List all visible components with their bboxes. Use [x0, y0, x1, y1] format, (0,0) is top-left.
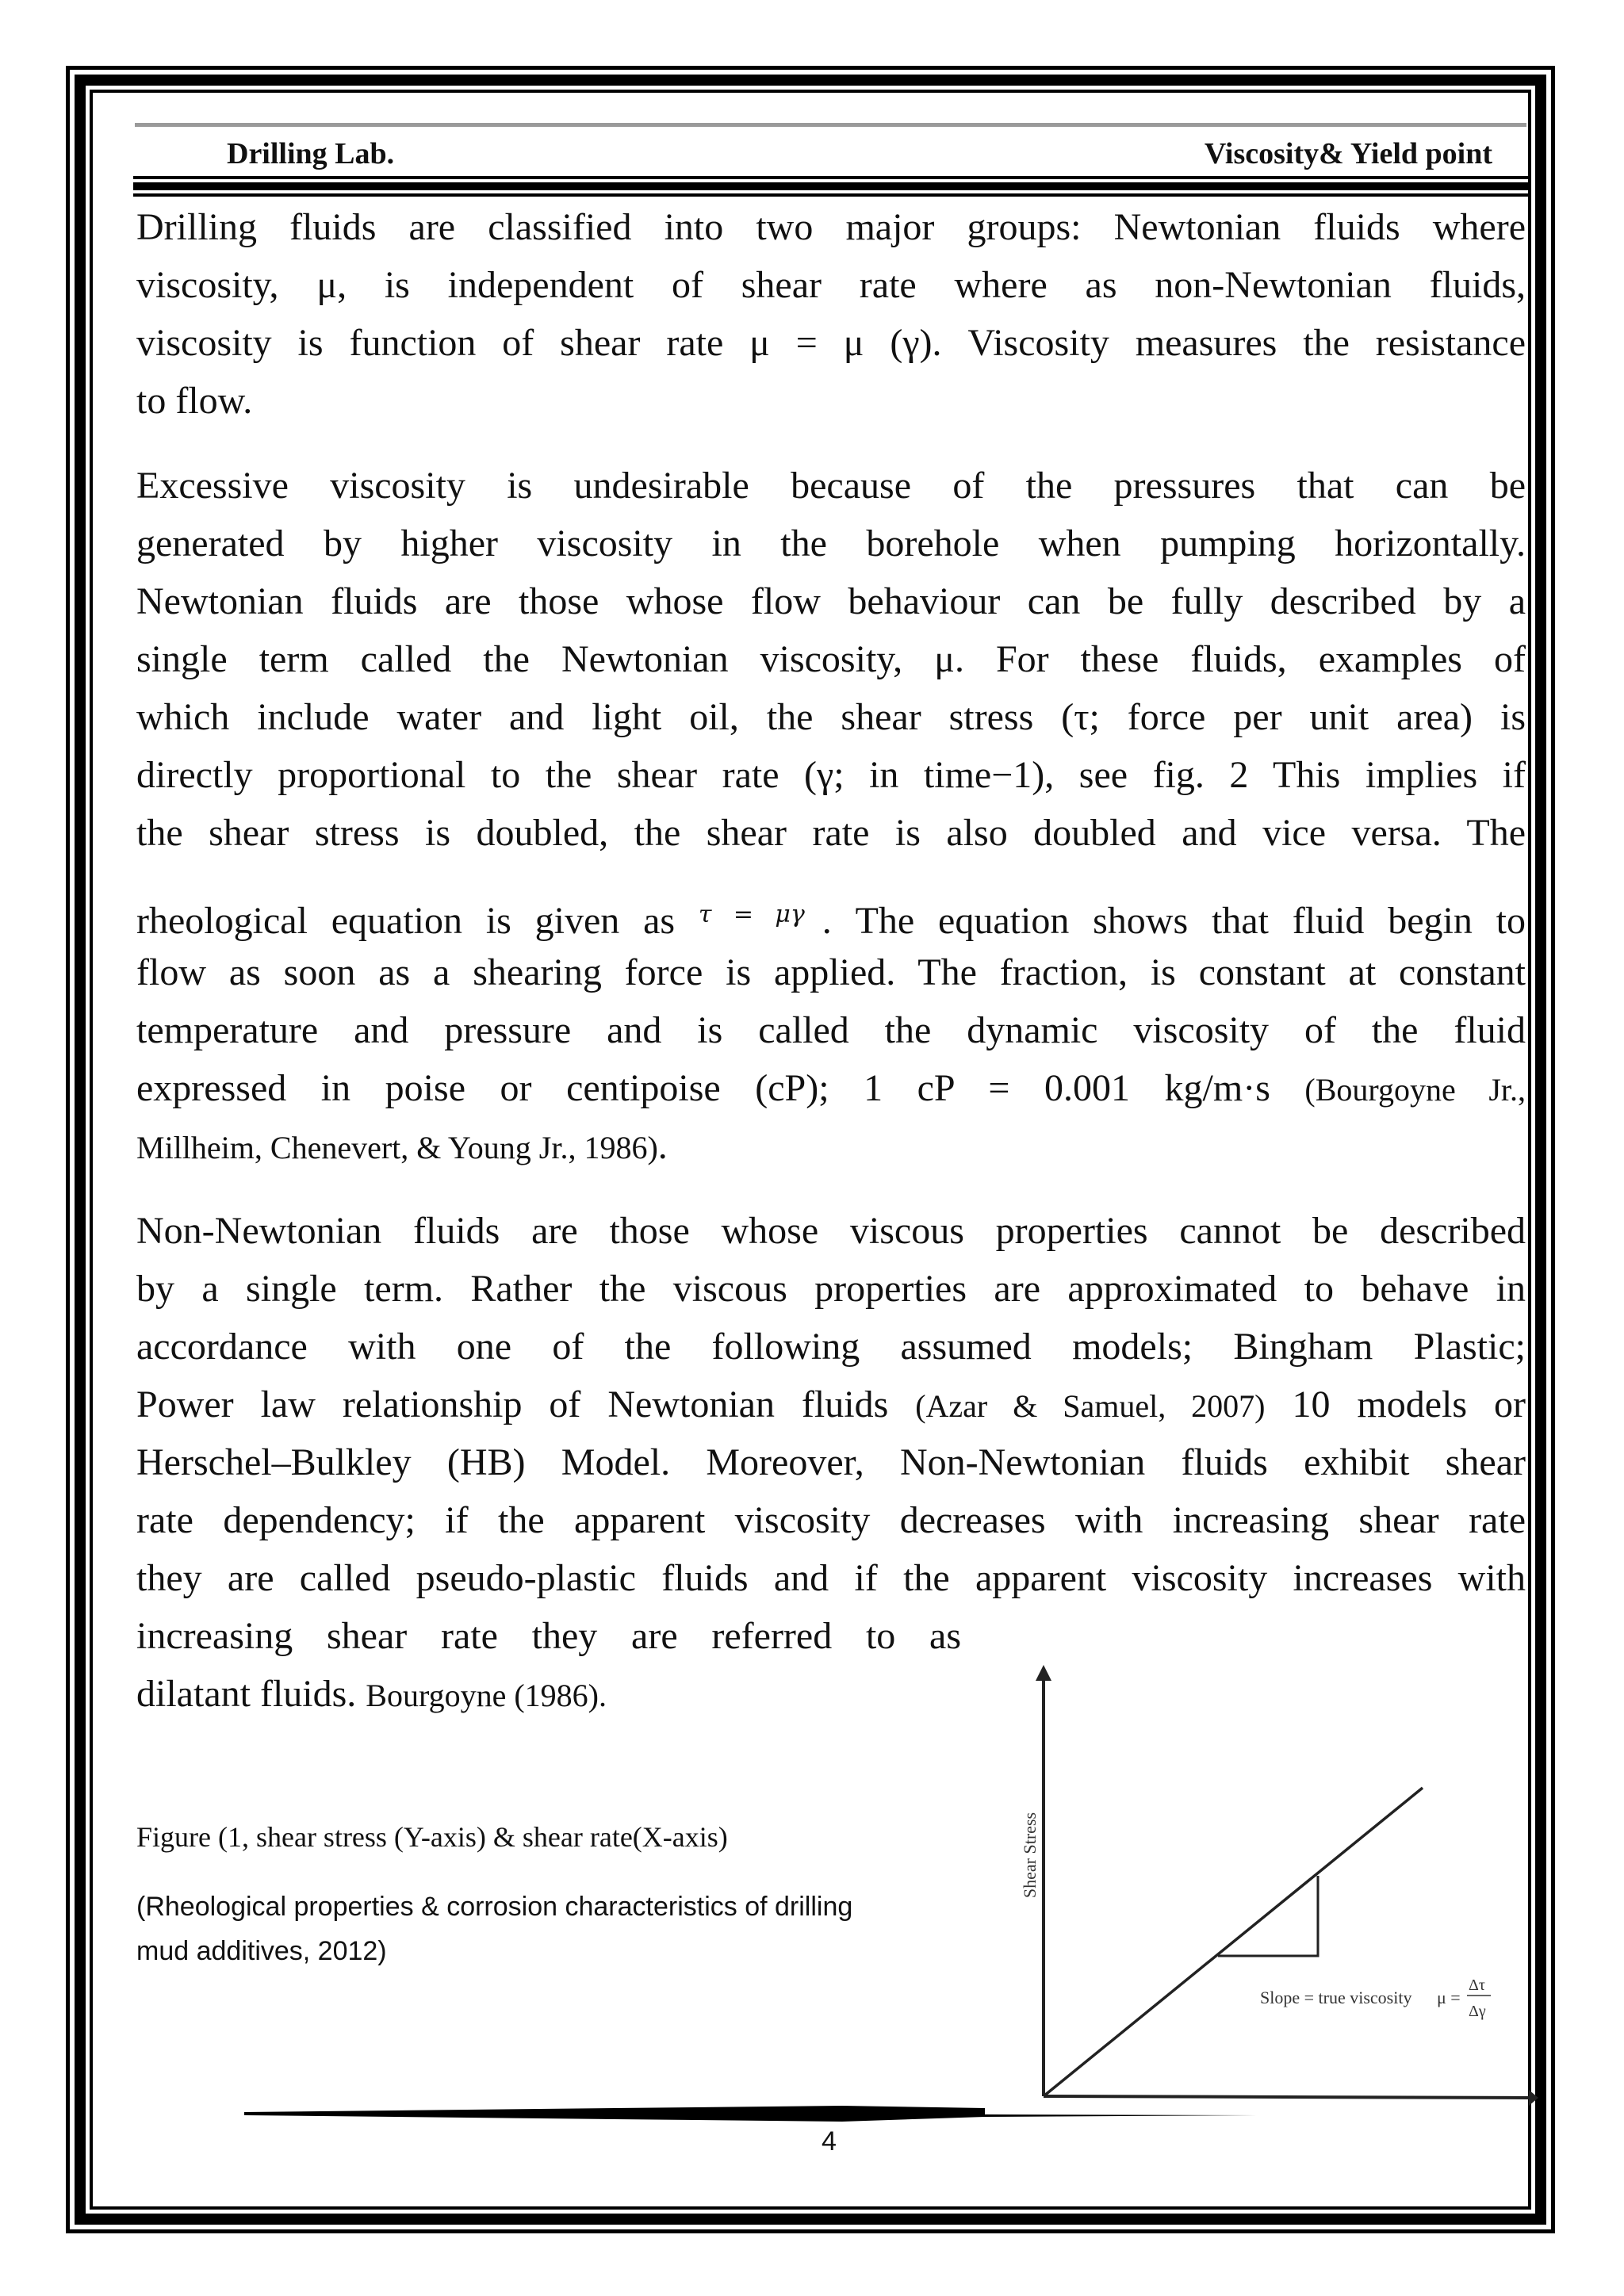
text-segment: 10 models or — [1265, 1383, 1526, 1425]
text-segment: increasing shear rate they are referred to as — [136, 1615, 961, 1657]
text-segment: viscosity, μ, is independent of shear rate where as non-Newtonian fluids, — [136, 264, 1526, 306]
footer-rule — [244, 2106, 1257, 2122]
formula-denominator: Δγ — [1469, 2003, 1486, 2020]
text-segment: single term called the Newtonian viscosity, μ. For these fluids, examples of — [136, 638, 1526, 680]
text-segment: directly proportional to the shear rate (γ; in time−1), see fig. 2 This implies if — [136, 754, 1526, 796]
text-segment: Newtonian fluids are those whose flow behaviour can be fully described by a — [136, 580, 1526, 622]
citation: Millheim, Chenevert, & Young Jr., 1986) — [136, 1130, 658, 1165]
x-axis-arrow-icon — [1529, 2090, 1538, 2106]
text-segment: Power law relationship of Newtonian fluids — [136, 1383, 916, 1425]
newtonian-line — [1044, 1788, 1423, 2096]
x-axis — [1044, 2090, 1538, 2106]
citation: (Bourgoyne Jr., — [1304, 1072, 1526, 1108]
text-segment: to flow. — [136, 380, 253, 422]
formula-lhs: μ = — [1437, 1988, 1461, 2007]
text-segment: rate dependency; if the apparent viscosity decreases with increasing shear rate — [136, 1499, 1526, 1541]
header-left-title: Drilling Lab. — [227, 137, 395, 170]
text-segment: Herschel–Bulkley (HB) Model. Moreover, Non-Newtonian fluids exhibit shear — [136, 1441, 1526, 1483]
slope-label: Slope = true viscosity — [1260, 1988, 1412, 2007]
citation: Bourgoyne (1986). — [366, 1678, 607, 1713]
text-segment: expressed in poise or centipoise (cP); 1 cP = 0.001 kg/m·s — [136, 1067, 1305, 1109]
text-segment: which include water and light oil, the shear stress (τ; force per unit area) is — [136, 696, 1526, 738]
y-axis-label: Shear Stress — [1020, 1812, 1040, 1899]
citation: (Azar & Samuel, 2007) — [915, 1388, 1266, 1424]
slope-triangle — [1218, 1876, 1318, 1956]
header-right-title: Viscosity& Yield point — [1204, 137, 1492, 170]
text-segment: the shear stress is doubled, the shear rate is also doubled and vice versa. The — [136, 812, 1526, 854]
text-segment: . The equation shows that fluid begin to — [822, 900, 1526, 942]
page-number: 4 — [822, 2126, 837, 2156]
text-segment: Drilling fluids are classified into two major groups: Newtonian fluids where — [136, 206, 1526, 248]
text-segment: accordance with one of the following assumed models; Bingham Plastic; — [136, 1326, 1526, 1368]
equation: τ = μγ — [698, 901, 805, 928]
text-segment: Non-Newtonian fluids are those whose viscous properties cannot be described — [136, 1210, 1526, 1252]
figure-source-line-2: mud additives, 2012) — [136, 1936, 387, 1966]
text-segment: rheological equation is given as — [136, 900, 699, 942]
text-segment: . — [657, 1125, 668, 1167]
figure-source-line-1: (Rheological properties & corrosion characteristics of drilling — [136, 1892, 853, 1922]
text-segment: flow as soon as a shearing force is applied. The fraction, is constant at constant — [136, 951, 1526, 993]
text-segment: by a single term. Rather the viscous properties are approximated to behave in — [136, 1268, 1526, 1310]
text-segment: they are called pseudo-plastic fluids and if the apparent viscosity increases with — [136, 1557, 1526, 1599]
text-segment: dilatant fluids. — [136, 1673, 366, 1715]
y-axis-arrow-icon — [1036, 1665, 1051, 1681]
text-segment: viscosity is function of shear rate μ = μ (γ). Viscosity measures the resistance — [136, 322, 1526, 364]
figure-caption: Figure (1, shear stress (Y-axis) & shear rate(X-axis) — [136, 1821, 728, 1853]
text-segment: generated by higher viscosity in the borehole when pumping horizontally. — [136, 522, 1526, 564]
text-segment: temperature and pressure and is called the dynamic viscosity of the fluid — [136, 1009, 1526, 1051]
formula-numerator: Δτ — [1469, 1976, 1485, 1994]
text-segment: Excessive viscosity is undesirable because of the pressures that can be — [136, 465, 1526, 507]
